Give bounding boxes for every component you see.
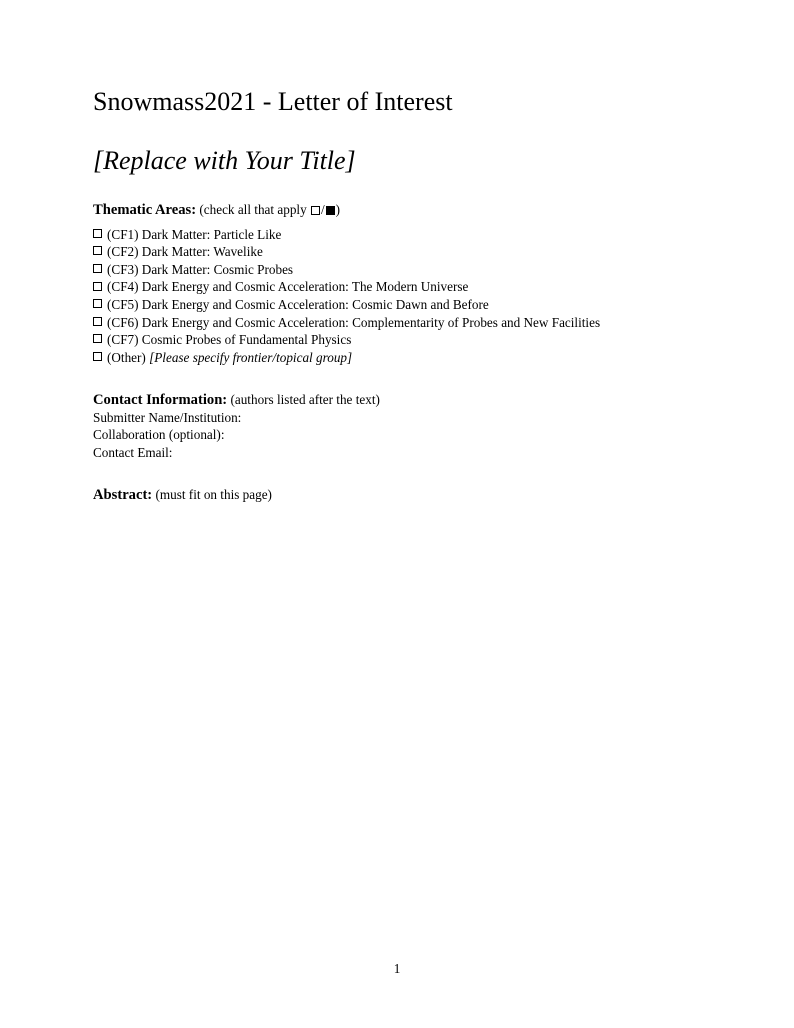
contact-heading-line — [93, 391, 380, 409]
thematic-item-label: (CF4) Dark Energy and Cosmic Acceleration: The Modern Universe — [107, 279, 469, 295]
other-group-placeholder: [Please specify frontier/topical group] — [149, 349, 353, 365]
contact-information-section — [93, 391, 380, 461]
checkbox-icon[interactable] — [93, 317, 102, 326]
thematic-item-label: (CF3) Dark Matter: Cosmic Probes — [107, 261, 294, 277]
thematic-item-label: (CF2) Dark Matter: Wavelike — [107, 244, 263, 260]
page-number: 1 — [393, 961, 401, 976]
abstract-note: (must fit on this page) — [155, 487, 272, 502]
empty-checkbox-icon — [311, 206, 320, 215]
thematic-item-label: (CF6) Dark Energy and Cosmic Acceleration: Complementarity of Probes and New Facilities — [107, 314, 601, 330]
thematic-item-cf4[interactable] — [93, 278, 600, 296]
abstract-heading-line — [93, 486, 272, 505]
thematic-item-cf5[interactable] — [93, 296, 600, 314]
contact-email-field: Contact Email: — [93, 444, 173, 460]
checkbox-icon[interactable] — [93, 246, 102, 255]
abstract-heading: Abstract: — [93, 487, 153, 503]
thematic-item-label: (CF1) Dark Matter: Particle Like — [107, 226, 282, 242]
thematic-item-cf6[interactable] — [93, 314, 600, 332]
filled-checkbox-icon — [326, 206, 335, 215]
thematic-item-cf7[interactable] — [93, 331, 600, 349]
contact-information-note: (authors listed after the text) — [230, 392, 380, 407]
thematic-item-other[interactable] — [93, 349, 600, 367]
thematic-item-label: (CF7) Cosmic Probes of Fundamental Physics — [107, 332, 352, 348]
checkbox-icon[interactable] — [93, 282, 102, 291]
contact-information-heading: Contact Information: — [93, 392, 228, 408]
thematic-item-cf1[interactable] — [93, 226, 600, 244]
submitter-name-field: Submitter Name/Institution: — [93, 409, 242, 425]
checkbox-icon[interactable] — [93, 264, 102, 273]
thematic-areas-heading-line — [93, 201, 600, 220]
letter-title-placeholder: [Replace with Your Title] — [93, 146, 356, 175]
abstract-section — [93, 486, 272, 505]
thematic-item-label: (CF5) Dark Energy and Cosmic Acceleration: Cosmic Dawn and Before — [107, 296, 489, 312]
thematic-item-label: (Other) — [107, 349, 146, 365]
document-title: Snowmass2021 - Letter of Interest — [93, 87, 453, 116]
checkbox-icon[interactable] — [93, 229, 102, 238]
collaboration-field: Collaboration (optional): — [93, 427, 225, 443]
checkbox-icon[interactable] — [93, 352, 102, 361]
checkbox-icon[interactable] — [93, 334, 102, 343]
thematic-areas-section — [93, 201, 600, 366]
thematic-areas-list — [93, 226, 600, 367]
thematic-item-cf2[interactable] — [93, 243, 600, 261]
thematic-areas-note: (check all that apply / ) — [199, 202, 341, 217]
checkbox-icon[interactable] — [93, 299, 102, 308]
thematic-areas-heading: Thematic Areas: — [93, 202, 197, 218]
thematic-item-cf3[interactable] — [93, 261, 600, 279]
